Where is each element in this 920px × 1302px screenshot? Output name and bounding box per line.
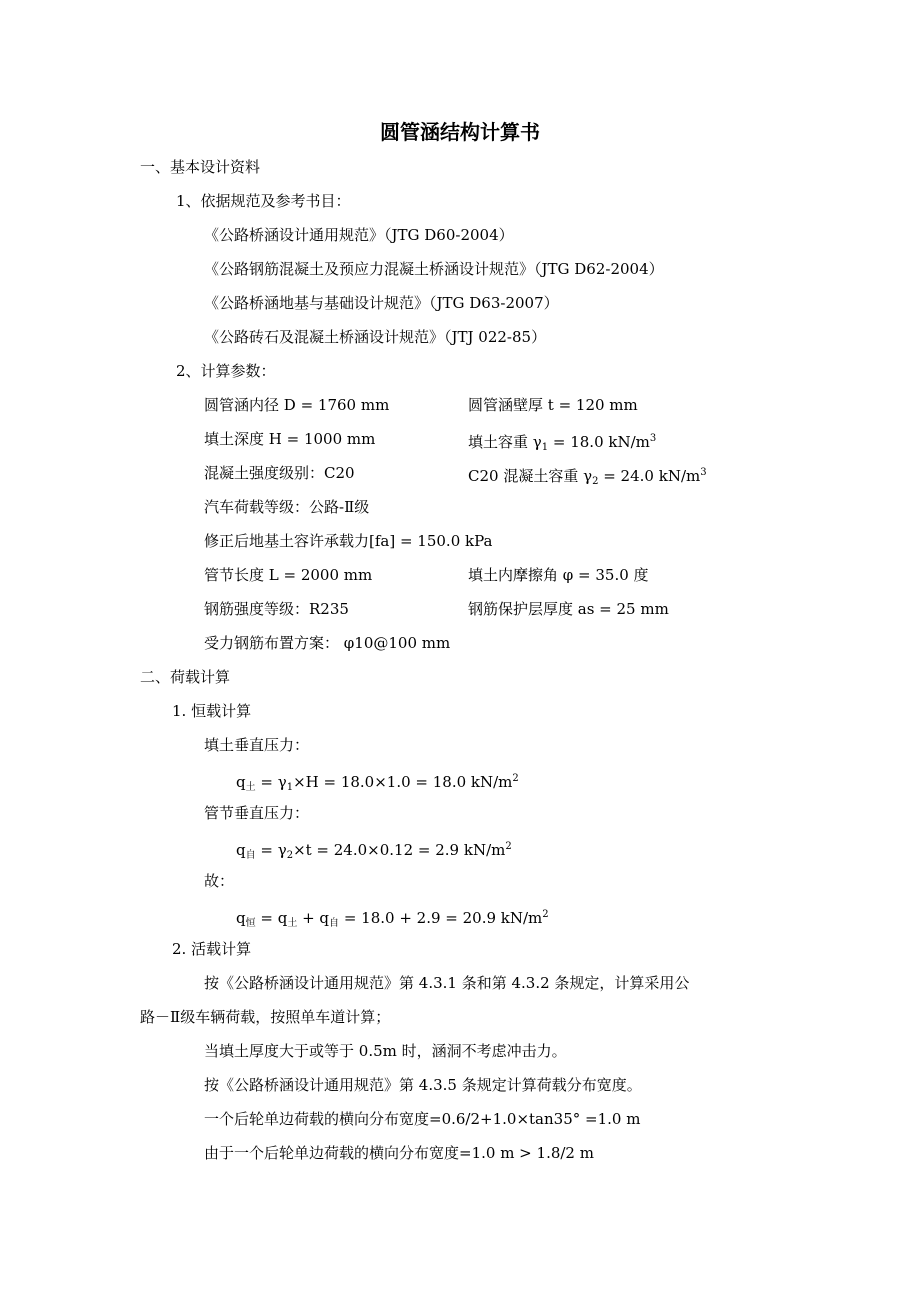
dead-load-heading: 1. 恒载计算 xyxy=(172,702,252,720)
rear-wheel-width-comparison: 由于一个后轮单边荷载的横向分布宽度=1.0 m > 1.8/2 m xyxy=(204,1144,594,1162)
document-title: 圆管涵结构计算书 xyxy=(380,120,540,144)
param-friction-angle: 填土内摩擦角 φ = 35.0 度 xyxy=(468,566,649,584)
dead-load-total-formula: $q_恒 = q_土 + q_自 = 18.0 + 2.9 = 20.9$ $kN/m^2$ xyxy=(236,909,549,929)
live-load-heading: 2. 活载计算 xyxy=(172,940,252,958)
param-concrete-grade: 混凝土强度级别：C20 xyxy=(204,464,355,482)
subsection-2-heading: 2、计算参数： xyxy=(176,362,276,380)
section-1-heading: 一、基本设计资料 xyxy=(140,158,261,176)
section-2-heading: 二、荷载计算 xyxy=(140,668,231,686)
live-load-paragraph-cont: 路－Ⅱ级车辆荷载，按照单车道计算； xyxy=(140,1008,391,1026)
rear-wheel-width-formula: 一个后轮单边荷载的横向分布宽度=0.6/2+1.0×tan35° =1.0 m xyxy=(204,1110,641,1128)
reference-item: 《公路桥涵地基与基础设计规范》（JTG D63-2007） xyxy=(204,294,559,312)
param-thickness: 圆管涵壁厚 t = 120 mm xyxy=(468,396,638,414)
soil-pressure-label: 填土垂直压力： xyxy=(204,736,310,754)
param-steel-grade: 钢筋强度等级：R235 xyxy=(204,600,349,618)
param-rebar-layout: 受力钢筋布置方案： φ10@100 mm xyxy=(204,634,451,652)
param-vehicle-load: 汽车荷载等级：公路-Ⅱ级 xyxy=(204,498,370,516)
param-fill-weight: 填土容重 $\gamma_1 = 18.0$ $kN/m^3$ xyxy=(468,433,657,453)
param-concrete-weight: C20 混凝土容重 $\gamma_2 = 24.0$ $kN/m^3$ xyxy=(468,467,707,487)
param-pipe-length: 管节长度 L = 2000 mm xyxy=(204,566,373,584)
reference-item: 《公路桥涵设计通用规范》（JTG D60-2004） xyxy=(204,226,514,244)
live-load-paragraph: 按《公路桥涵设计通用规范》第 4.3.1 条和第 4.3.2 条规定，计算采用公 xyxy=(204,974,690,992)
impact-note: 当填土厚度大于或等于 0.5m 时，涵洞不考虑冲击力。 xyxy=(204,1042,567,1060)
distribution-width-note: 按《公路桥涵设计通用规范》第 4.3.5 条规定计算荷载分布宽度。 xyxy=(204,1076,642,1094)
param-cover-thickness: 钢筋保护层厚度 as = 25 mm xyxy=(468,600,669,618)
reference-item: 《公路砖石及混凝土桥涵设计规范》（JTJ 022-85） xyxy=(204,328,547,346)
param-fill-depth: 填土深度 H = 1000 mm xyxy=(204,430,376,448)
subsection-1-heading: 1、依据规范及参考书目： xyxy=(176,192,351,210)
soil-pressure-formula: $q_土 = \gamma_1\times H = 18.0\times 1.0 = 18.0$ $kN/m^2$ xyxy=(236,773,519,793)
reference-item: 《公路钢筋混凝土及预应力混凝土桥涵设计规范》（JTG D62-2004） xyxy=(204,260,664,278)
param-diameter: 圆管涵内径 D = 1760 mm xyxy=(204,396,390,414)
therefore-label: 故： xyxy=(204,872,235,890)
param-bearing-capacity: 修正后地基土容许承载力[fa] = 150.0 kPa xyxy=(204,532,493,550)
self-weight-formula: $q_自 = \gamma_2\times t = 24.0\times 0.12 = 2.9$ $kN/m^2$ xyxy=(236,841,512,861)
self-weight-label: 管节垂直压力： xyxy=(204,804,310,822)
